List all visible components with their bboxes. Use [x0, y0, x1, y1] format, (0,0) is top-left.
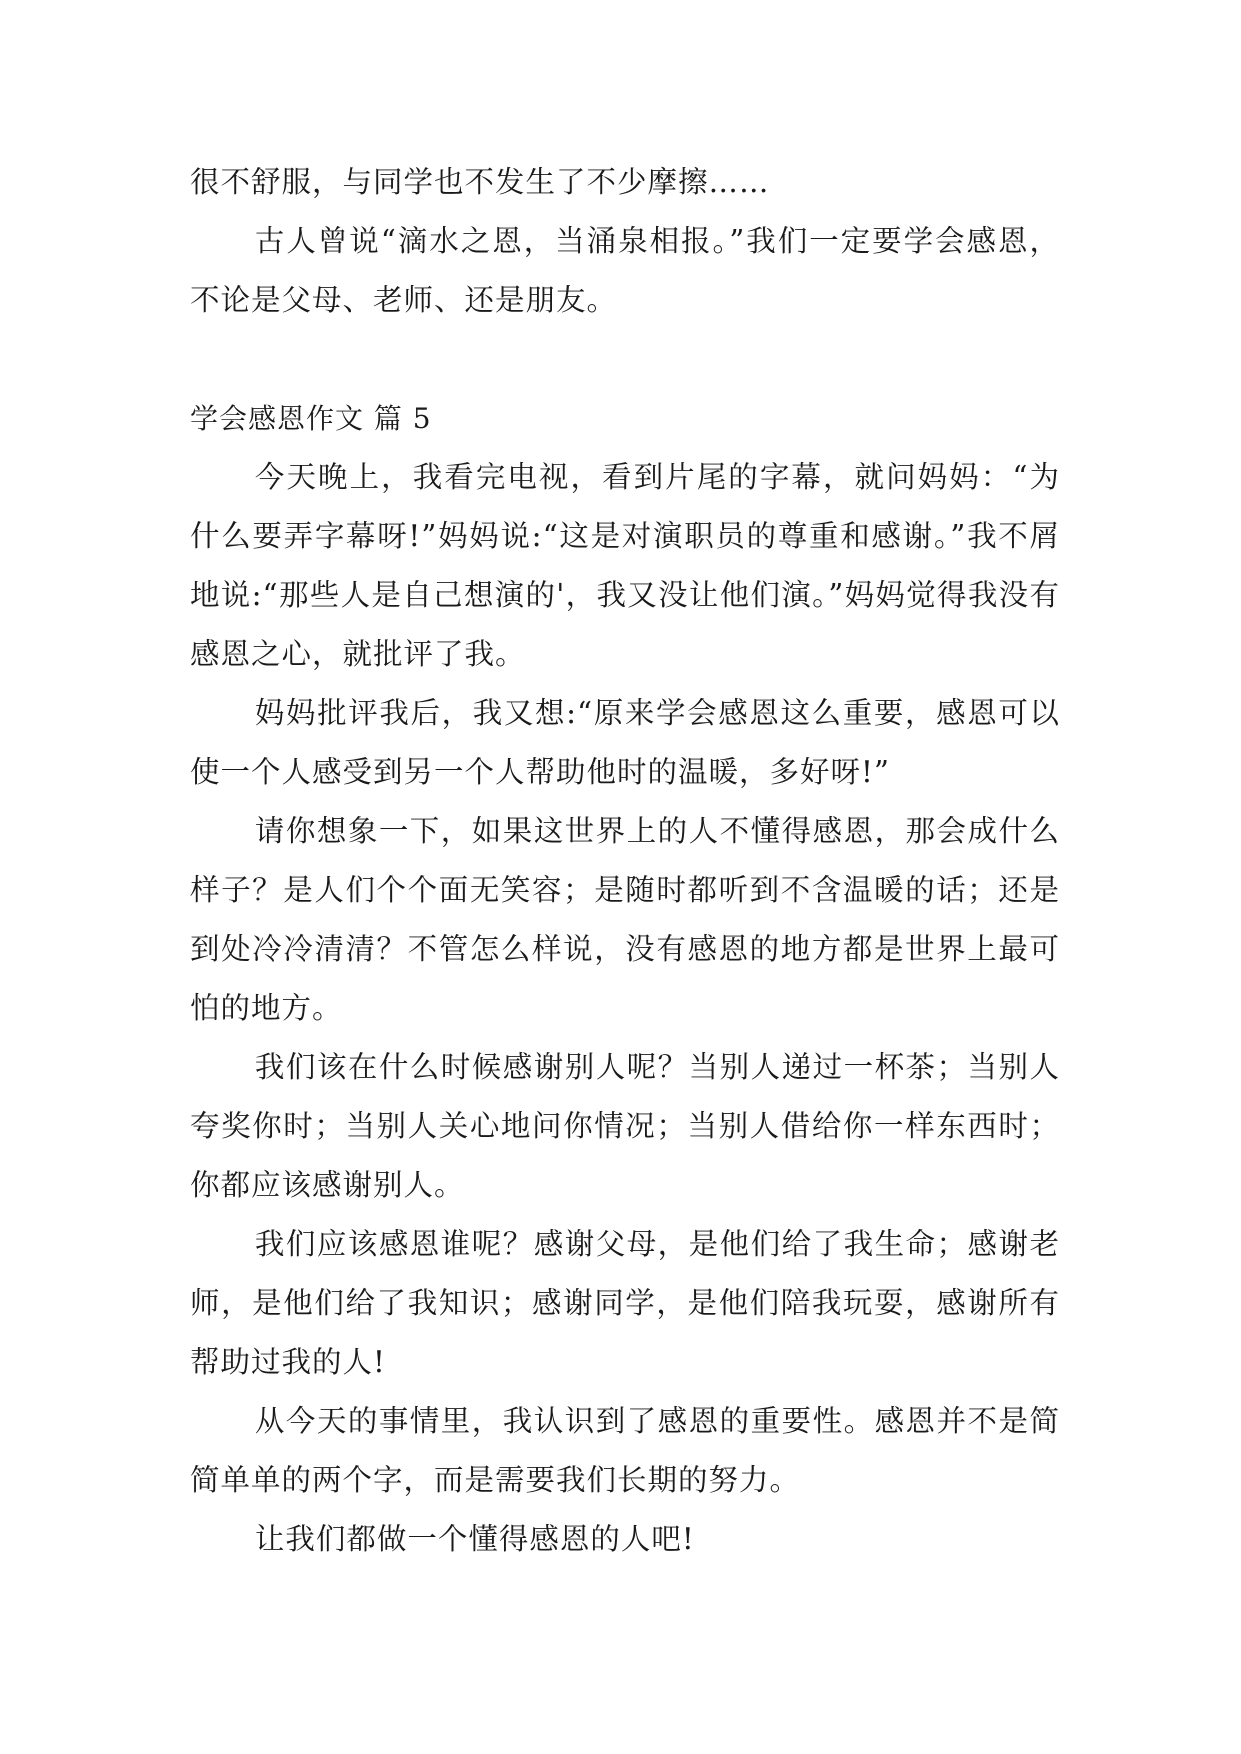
paragraph: 我们应该感恩谁呢？感谢父母，是他们给了我生命；感谢老师，是他们给了我知识；感谢同学，是他们陪我玩耍，感谢所有帮助过我的人!	[190, 1227, 1060, 1379]
paragraph: 请你想象一下，如果这世界上的人不懂得感恩，那会成什么样子？是人们个个面无笑容；是随时都听到不含温暖的话；还是到处冷冷清清？不管怎么样说，没有感恩的地方都是世界上最可怕的地方。	[190, 814, 1060, 1025]
section-title: 学会感恩作文 篇 5	[190, 402, 432, 435]
paragraph: 让我们都做一个懂得感恩的人吧!	[254, 1522, 695, 1556]
paragraph: 古人曾说“滴水之恩，当涌泉相报。”我们一定要学会感恩，不论是父母、老师、还是朋友。	[190, 224, 1060, 317]
paragraph: 从今天的事情里，我认识到了感恩的重要性。感恩并不是简简单单的两个字，而是需要我们长期的努力。	[190, 1404, 1060, 1497]
section-gap	[190, 330, 1060, 389]
paragraph: 妈妈批评我后，我又想:“原来学会感恩这么重要，感恩可以使一个人感受到另一个人帮助他时的温暖，多好呀!”	[190, 696, 1060, 789]
document-body	[190, 153, 1060, 1569]
paragraph: 今天晚上，我看完电视，看到片尾的字幕，就问妈妈：“为什么要弄字幕呀!”妈妈说:“这是对演职员的尊重和感谢。”我不屑地说:“那些人是自己想演的'，我又没让他们演。”妈妈觉得我没有感恩之心，就批评了我。	[190, 460, 1060, 671]
paragraph: 很不舒服，与同学也不发生了不少摩擦……	[190, 165, 770, 199]
paragraph: 我们该在什么时候感谢别人呢？当别人递过一杯茶；当别人夸奖你时；当别人关心地问你情况；当别人借给你一样东西时；你都应该感谢别人。	[190, 1050, 1060, 1202]
